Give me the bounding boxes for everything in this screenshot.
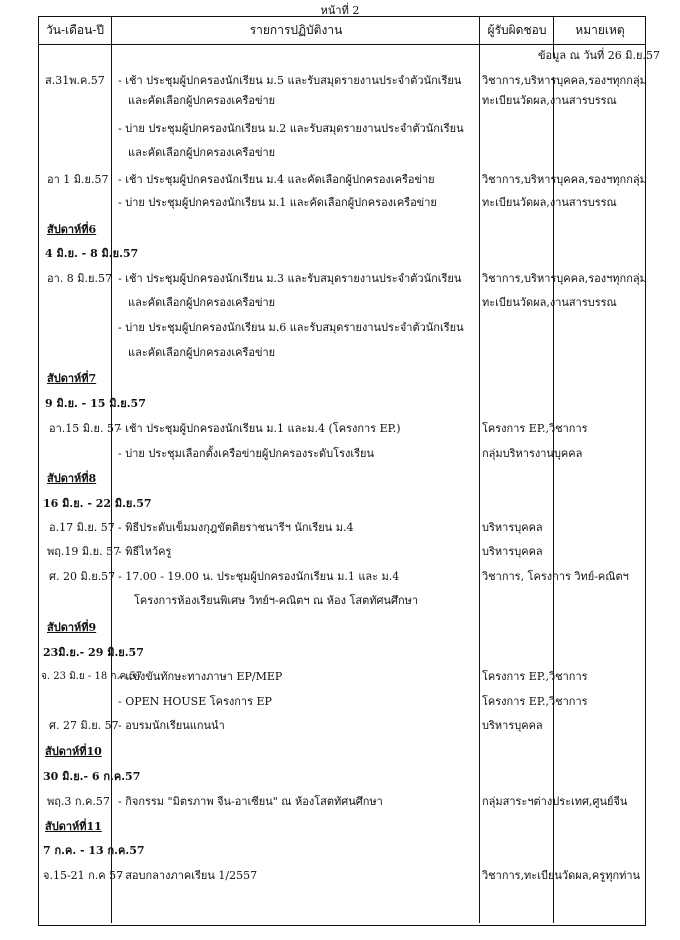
week-label: สัปดาห์ที่6 [47, 223, 97, 236]
row-activity-cont: และคัดเลือกผู้ปกครองเครือข่าย [128, 346, 276, 359]
row-responsible: โครงการ EP.,วิชาการ [482, 422, 588, 435]
row-activity: - 17.00 - 19.00 น. ประชุมผู้ปกครองนักเรียน ม.1 และ ม.4 [118, 570, 400, 583]
row-responsible: ทะเบียนวัดผล,งานสารบรรณ [482, 94, 617, 107]
row-activity: - สอบกลางภาคเรียน 1/2557 [118, 869, 258, 882]
row-responsible: วิชาการ,บริหารบุคคล,รองฯทุกกลุ่ม [482, 173, 647, 186]
row-date: พฤ.3 ก.ค.57 [47, 795, 110, 808]
column-divider-activity [479, 17, 480, 923]
data-note: ข้อมูล ณ วันที่ 26 มิ.ย.57 [538, 49, 660, 62]
row-responsible: วิชาการ,ทะเบียนวัดผล,ครูทุกท่าน [482, 869, 641, 882]
row-activity-cont: และคัดเลือกผู้ปกครองเครือข่าย [128, 94, 276, 107]
row-date: อา 1 มิ.ย.57 [47, 173, 109, 186]
week-label: สัปดาห์ที่10 [45, 745, 102, 758]
header-remarks: หมายเหตุ [575, 23, 625, 37]
week-range: 9 มิ.ย. - 15 มิ.ย.57 [45, 397, 146, 410]
row-responsible: วิชาการ, โครงการ วิทย์-คณิตฯ [482, 570, 629, 583]
row-responsible: ทะเบียนวัดผล,งานสารบรรณ [482, 296, 617, 309]
row-activity: - เช้า ประชุมผู้ปกครองนักเรียน ม.5 และรับสมุดรายงานประจำตัวนักเรียน [118, 74, 462, 87]
row-activity: - แข่งขันทักษะทางภาษา EP/MEP [118, 670, 283, 683]
column-divider-date [111, 17, 112, 923]
page-number: หน้าที่ 2 [320, 4, 360, 17]
row-activity: - บ่าย ประชุมเลือกตั้งเครือข่ายผู้ปกครองระดับโรงเรียน [118, 447, 374, 460]
week-range: 30 มิ.ย.- 6 ก.ค.57 [43, 770, 141, 783]
row-activity-cont: และคัดเลือกผู้ปกครองเครือข่าย [128, 146, 276, 159]
week-range: 7 ก.ค. - 13 ก.ค.57 [43, 844, 145, 857]
row-activity: - บ่าย ประชุมผู้ปกครองนักเรียน ม.2 และรับสมุดรายงานประจำตัวนักเรียน [118, 122, 464, 135]
row-date: อา. 8 มิ.ย.57 [47, 272, 112, 285]
row-activity: - เช้า ประชุมผู้ปกครองนักเรียน ม.4 และคัดเลือกผู้ปกครองเครือข่าย [118, 173, 435, 186]
row-responsible: กลุ่มสาระฯต่างประเทศ,ศูนย์จีน [482, 795, 628, 808]
week-range: 16 มิ.ย. - 22 มิ.ย.57 [43, 497, 152, 510]
header-activity: รายการปฏิบัติงาน [249, 23, 343, 37]
row-responsible: บริหารบุคคล [482, 545, 543, 558]
week-range: 23มิ.ย.- 29 มิ.ย.57 [43, 646, 144, 659]
row-date: พฤ.19 มิ.ย. 57 [47, 545, 121, 558]
schedule-table [38, 16, 660, 926]
row-responsible: บริหารบุคคล [482, 521, 543, 534]
row-activity: - พิธีไหว้ครู [118, 545, 172, 558]
week-label: สัปดาห์ที่7 [47, 372, 97, 385]
row-responsible: ทะเบียนวัดผล,งานสารบรรณ [482, 196, 617, 209]
row-date: จ. 23 มิ.ย - 18 ก.ค.57 [41, 671, 143, 682]
row-responsible: กลุ่มบริหารงานบุคคล [482, 447, 583, 460]
week-label: สัปดาห์ที่9 [47, 621, 97, 634]
row-date: ส.31พ.ค.57 [45, 74, 105, 87]
row-activity: - บ่าย ประชุมผู้ปกครองนักเรียน ม.6 และรับสมุดรายงานประจำตัวนักเรียน [118, 321, 464, 334]
row-responsible: โครงการ EP.,วิชาการ [482, 695, 588, 708]
header-responsible: ผู้รับผิดชอบ [487, 23, 547, 37]
row-date: ศ. 27 มิ.ย. 57 [49, 719, 119, 732]
row-date: จ.15-21 ก.ค 57 [43, 869, 124, 882]
row-date: อา.15 มิ.ย. 57 [49, 422, 121, 435]
row-responsible: บริหารบุคคล [482, 719, 543, 732]
row-date: ศ. 20 มิ.ย.57 [49, 570, 116, 583]
week-label: สัปดาห์ที่8 [47, 472, 97, 485]
table-header [39, 17, 645, 45]
row-activity-cont: และคัดเลือกผู้ปกครองเครือข่าย [128, 296, 276, 309]
week-label: สัปดาห์ที่11 [45, 820, 102, 833]
row-activity: - บ่าย ประชุมผู้ปกครองนักเรียน ม.1 และคัดเลือกผู้ปกครองเครือข่าย [118, 196, 437, 209]
row-activity-cont: โครงการห้องเรียนพิเศษ วิทย์ฯ-คณิตฯ ณ ห้อง โสตทัศนศึกษา [134, 594, 419, 607]
row-activity: - เช้า ประชุมผู้ปกครองนักเรียน ม.3 และรับสมุดรายงานประจำตัวนักเรียน [118, 272, 462, 285]
row-activity: - กิจกรรม "มิตรภาพ จีน-อาเซียน" ณ ห้องโสตทัศนศึกษา [118, 795, 383, 808]
row-activity: - OPEN HOUSE โครงการ EP [118, 695, 272, 708]
row-activity: - เช้า ประชุมผู้ปกครองนักเรียน ม.1 และม.4 (โครงการ EP.) [118, 422, 401, 435]
row-activity: - อบรมนักเรียนแกนนำ [118, 719, 225, 732]
week-range: 4 มิ.ย. - 8 มิ.ย.57 [45, 247, 139, 260]
row-responsible: วิชาการ,บริหารบุคคล,รองฯทุกกลุ่ม [482, 272, 647, 285]
row-responsible: วิชาการ,บริหารบุคคล,รองฯทุกกลุ่ม [482, 74, 647, 87]
row-activity: - พิธีประดับเข็มมงกุฎขัตติยราชนารีฯ นักเรียน ม.4 [118, 521, 354, 534]
row-date: อ.17 มิ.ย. 57 [49, 521, 115, 534]
row-responsible: โครงการ EP.,วิชาการ [482, 670, 588, 683]
header-date: วัน-เดือน-ปี [46, 23, 104, 37]
